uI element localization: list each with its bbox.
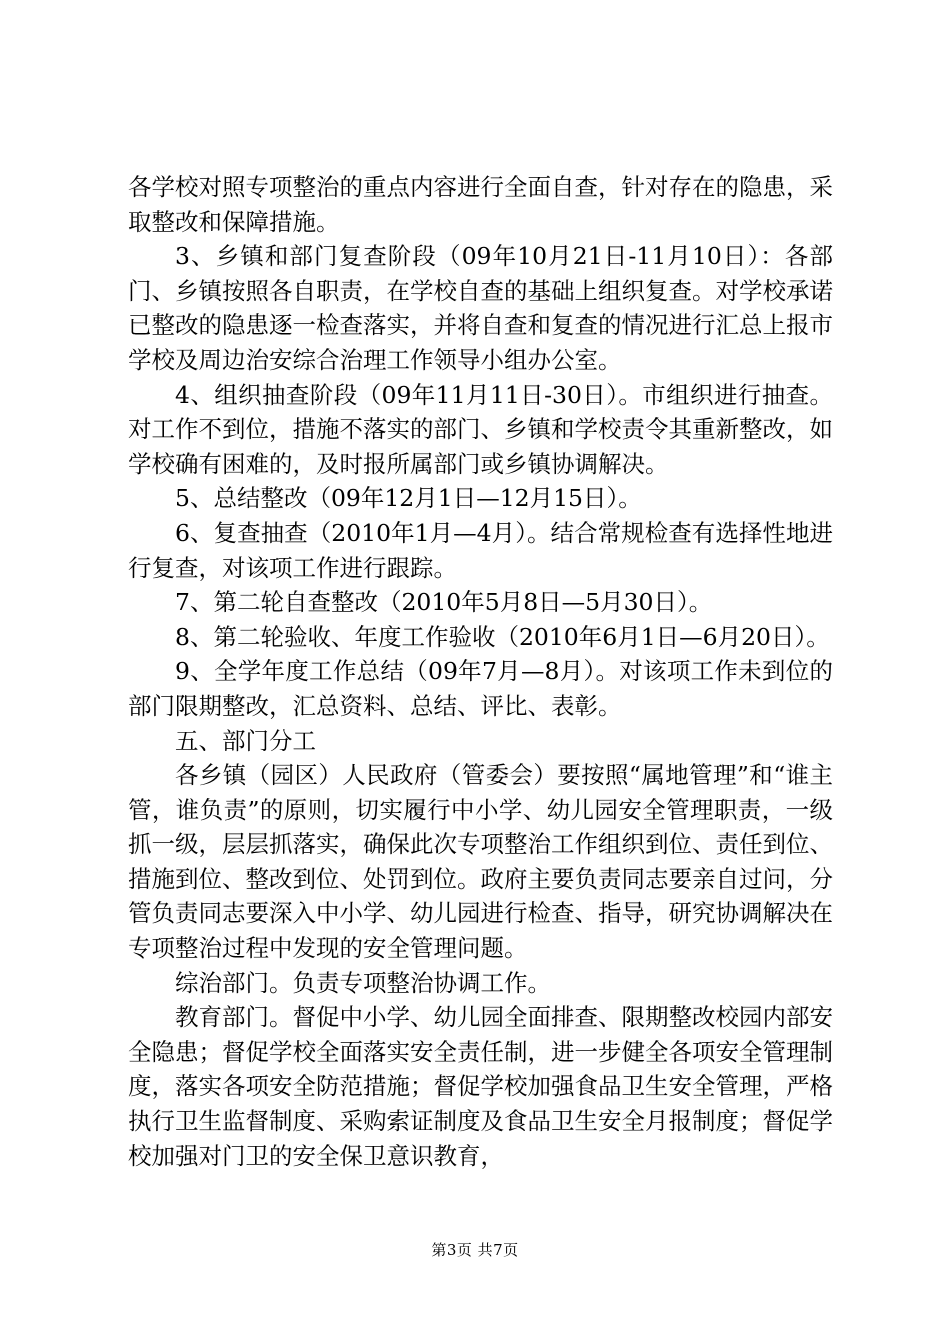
paragraph-12: 教育部门。督促中小学、幼儿园全面排查、限期整改校园内部安全隐患；督促学校全面落实安全责任制，进一步健全各项安全管理制度，落实各项安全防范措施；督促学校加强食品卫生安全管理，严格执行卫生监督制度、采购索证制度及食品卫生安全月报制度；督促学校加强对门卫的安全保卫意识教育， <box>128 1003 833 1170</box>
paragraph-1: 各学校对照专项整治的重点内容进行全面自查，针对存在的隐患，采取整改和保障措施。 <box>128 173 833 236</box>
page-number-footer: 第3页 共7页 <box>431 1241 519 1259</box>
paragraph-8: 9、全学年度工作总结（09年7月—8月）。对该项工作未到位的部门限期整改，汇总资料、总结、评比、表彰。 <box>128 657 833 720</box>
document-body <box>128 170 833 1173</box>
paragraph-6: 7、第二轮自查整改（2010年5月8日—5月30日）。 <box>175 588 713 617</box>
paragraph-4: 5、总结整改（09年12月1日—12月15日）。 <box>175 484 642 513</box>
paragraph-5: 6、复查抽查（2010年1月—4月）。结合常规检查有选择性地进行复查，对该项工作进行跟踪。 <box>128 518 833 582</box>
section-heading: 五、部门分工 <box>175 726 316 755</box>
paragraph-11: 综治部门。负责专项整治协调工作。 <box>175 968 551 997</box>
paragraph-7: 8、第二轮验收、年度工作验收（2010年6月1日—6月20日）。 <box>175 622 830 651</box>
paragraph-2: 3、乡镇和部门复查阶段（09年10月21日-11月10日）：各部门、乡镇按照各自职责，在学校自查的基础上组织复查。对学校承诺已整改的隐患逐一检查落实，并将自查和复查的情况进行汇总上报市学校及周边治安综合治理工作领导小组办公室。 <box>128 242 833 374</box>
paragraph-10: 各乡镇（园区）人民政府（管委会）要按照“属地管理”和“谁主管，谁负责”的原则，切实履行中小学、幼儿园安全管理职责，一级抓一级，层层抓落实，确保此次专项整治工作组织到位、责任到位、措施到位、整改到位、处罚到位。政府主要负责同志要亲自过问，分管负责同志要深入中小学、幼儿园进行检查、指导，研究协调解决在专项整治过程中发现的安全管理问题。 <box>128 761 833 963</box>
paragraph-3: 4、组织抽查阶段（09年11月11日-30日）。市组织进行抽查。对工作不到位，措施不落实的部门、乡镇和学校责令其重新整改，如学校确有困难的，及时报所属部门或乡镇协调解决。 <box>128 380 833 478</box>
